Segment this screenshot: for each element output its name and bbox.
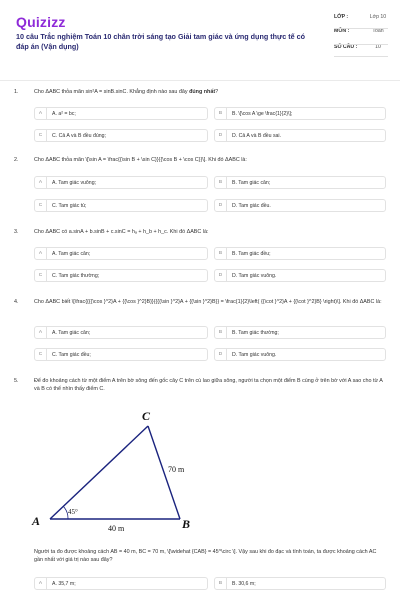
option-d[interactable] [214, 269, 386, 282]
document-title: 10 câu Trắc nghiệm Toán 10 chân trời sáng tạo Giải tam giác và ứng dụng thực tế có đáp án (Vận dụng) [16, 32, 305, 51]
option-text: A. 35,7 m; [52, 580, 76, 587]
question-number: 1. [14, 89, 19, 95]
meta-panel [334, 14, 388, 54]
option-a[interactable] [34, 577, 208, 590]
option-text: B. \[\cos A \ge \frac{1}{2}\]; [232, 110, 293, 117]
vertex-a-label: A [32, 514, 41, 528]
option-text: A. Tam giác cân; [52, 250, 91, 257]
question-text: Cho ΔABC biết \[\frac{{{{\cos }^2}A + {{\cos }^2}B}}{{{{\sin }^2}A + {{\sin }^2}B}} = \frac{1}{2}\left( {{\cot }^2}A + {{\cot }^2}B} \right)\]. Khi đó ΔABC là: [34, 299, 382, 305]
question-5 [14, 377, 386, 393]
option-b[interactable] [214, 577, 386, 590]
meta-subject: MÔN : Toán [334, 28, 384, 34]
question-2 [14, 156, 386, 164]
question-text: Người ta đo được khoảng cách AB = 40 m, BC = 70 m, \[\widehat {CAB} = 45^\circ \]. Vậy sau khi đo đạc và tính toán, ta được khoảng cách AC gần nhất với giá trị nào sau đây? [34, 549, 377, 563]
question-text: Cho ΔABC thỏa mãn sin²A = sinB.sinC. Khẳng định nào sau đây đúng nhất? [34, 89, 219, 95]
option-a[interactable] [34, 107, 208, 120]
option-c[interactable] [34, 129, 208, 142]
meta-divider [334, 28, 388, 29]
meta-divider [334, 44, 388, 45]
option-letter: B [215, 248, 227, 259]
meta-question-count: SỐ CÂU : 10 [334, 44, 381, 50]
option-text: B. Tam giác đều; [232, 250, 271, 257]
option-text: A. Tam giác cân; [52, 329, 91, 336]
option-letter: A [35, 108, 47, 119]
option-text: C. Tam giác thường; [52, 272, 100, 279]
option-a[interactable] [34, 326, 208, 339]
quizizz-logo: Quizizz [16, 14, 66, 30]
option-letter: C [35, 270, 47, 281]
option-letter: A [35, 248, 47, 259]
angle-a-label: 45° [68, 508, 78, 516]
option-letter: D [215, 130, 227, 141]
question-text: Cho ΔABC có a.sinA + b.sinB + c.sinC = hₐ + h_b + h_c. Khi đó ΔABC là: [34, 229, 209, 235]
option-b[interactable] [214, 107, 386, 120]
option-c[interactable] [34, 199, 208, 212]
option-letter: B [215, 327, 227, 338]
side-bc-label: 70 m [168, 465, 185, 474]
option-text: D. Tam giác đều. [232, 202, 271, 209]
meta-class: LỚP : Lớp 10 [334, 14, 387, 20]
question-3 [14, 228, 386, 236]
option-letter: B [215, 108, 227, 119]
option-text: B. Tam giác thường; [232, 329, 279, 336]
option-text: C. Cả A và B đều đúng; [52, 132, 106, 139]
side-ac-line [50, 426, 148, 519]
option-text: D. Tam giác vuông. [232, 351, 277, 358]
option-text: B. Tam giác cân; [232, 179, 271, 186]
question-number: 2. [14, 157, 19, 163]
option-c[interactable] [34, 348, 208, 361]
option-a[interactable] [34, 247, 208, 260]
vertex-b-label: B [182, 517, 191, 531]
question-number: 4. [14, 299, 19, 305]
option-letter: A [35, 177, 47, 188]
option-text: C. Tam giác tù; [52, 202, 87, 209]
option-text: C. Tam giác đều; [52, 351, 91, 358]
option-b[interactable] [214, 326, 386, 339]
option-letter: B [215, 177, 227, 188]
option-text: A. a² = bc; [52, 110, 76, 117]
option-a[interactable] [34, 176, 208, 189]
option-letter: D [215, 270, 227, 281]
vertex-c-label: C [142, 409, 151, 423]
question-number: 3. [14, 229, 19, 235]
option-text: D. Cả A và B đều sai. [232, 132, 282, 139]
option-b[interactable] [214, 247, 386, 260]
option-letter: C [35, 349, 47, 360]
option-text: A. Tam giác vuông; [52, 179, 97, 186]
option-d[interactable] [214, 348, 386, 361]
option-letter: D [215, 349, 227, 360]
option-text: B. 30,6 m; [232, 580, 256, 587]
option-b[interactable] [214, 176, 386, 189]
option-d[interactable] [214, 199, 386, 212]
question-5-continued [14, 548, 386, 564]
meta-divider [334, 56, 388, 57]
option-text: D. Tam giác vuông. [232, 272, 277, 279]
question-number: 5. [14, 378, 19, 384]
option-c[interactable] [34, 269, 208, 282]
option-letter: B [215, 578, 227, 589]
header-divider [0, 80, 400, 81]
question-text: Cho ΔABC thỏa mãn \[\sin A = \frac{{\sin B + \sin C}}{{\cos B + \cos C}}\]. Khi đó ΔABC là: [34, 157, 247, 163]
question-1 [14, 88, 386, 96]
option-letter: A [35, 578, 47, 589]
option-letter: A [35, 327, 47, 338]
question-text: Để đo khoảng cách từ một điểm A trên bờ sông đến gốc cây C trên cù lao giữa sông, người ta chọn một điểm B cùng ở trên bờ với A sao cho từ A và B có thể nhìn thấy điểm C. [34, 378, 383, 392]
question-4 [14, 298, 386, 306]
triangle-figure [30, 404, 210, 534]
option-letter: D [215, 200, 227, 211]
option-d[interactable] [214, 129, 386, 142]
side-ab-label: 40 m [108, 524, 125, 533]
option-letter: C [35, 200, 47, 211]
option-letter: C [35, 130, 47, 141]
